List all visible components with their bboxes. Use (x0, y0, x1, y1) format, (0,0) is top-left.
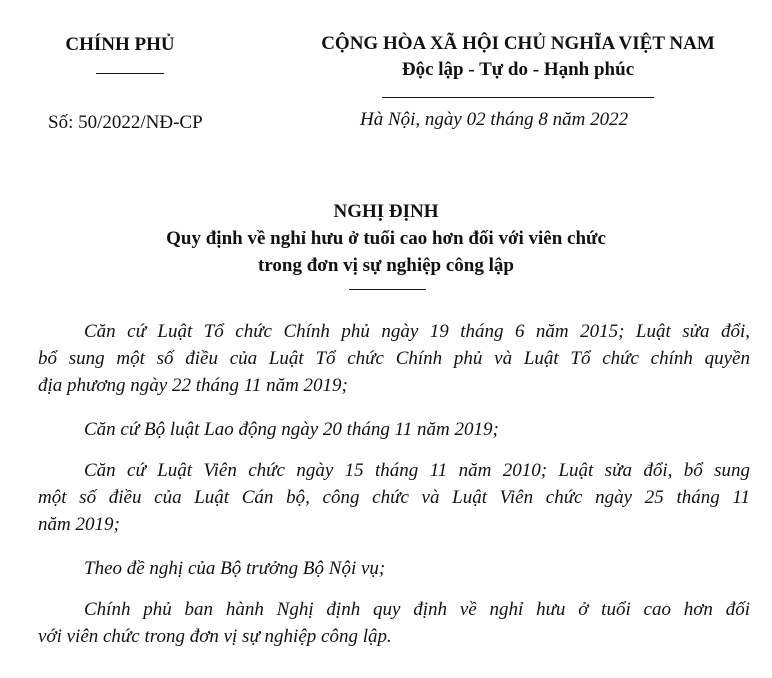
agency-underline (96, 73, 164, 74)
preamble-1-line-3: địa phương ngày 22 tháng 11 năm 2019; (38, 375, 348, 396)
preamble-3-line-2: một số điều của Luật Cán bộ, công chức và Luật Viên chức ngày 25 tháng 11 (38, 487, 750, 508)
preamble-paragraph-4 (38, 555, 750, 582)
preamble-2-line-1: Căn cứ Bộ luật Lao động ngày 20 tháng 11 năm 2019; (84, 419, 499, 440)
issuing-agency: CHÍNH PHỦ (65, 34, 175, 55)
preamble-paragraph-3 (38, 457, 750, 538)
document-subject-line-1: Quy định về nghỉ hưu ở tuổi cao hơn đối với viên chức (166, 228, 606, 249)
preamble-3-line-3: năm 2019; (38, 514, 120, 535)
preamble-paragraph-2 (38, 416, 750, 443)
preamble-3-line-1: Căn cứ Luật Viên chức ngày 15 tháng 11 năm 2010; Luật sửa đổi, bổ sung (84, 460, 750, 481)
preamble-paragraph-5 (38, 596, 750, 650)
motto-underline (382, 97, 654, 98)
national-title: CỘNG HÒA XÃ HỘI CHỦ NGHĨA VIỆT NAM (321, 33, 715, 54)
document-type-heading: NGHỊ ĐỊNH (333, 201, 439, 222)
document-subject-line-2: trong đơn vị sự nghiệp công lập (258, 255, 514, 276)
preamble-5-line-1: Chính phủ ban hành Nghị định quy định về nghỉ hưu ở tuổi cao hơn đối (84, 599, 750, 620)
preamble-1-line-1: Căn cứ Luật Tổ chức Chính phủ ngày 19 tháng 6 năm 2015; Luật sửa đổi, (84, 321, 750, 342)
title-underline (349, 289, 426, 290)
preamble-1-line-2: bổ sung một số điều của Luật Tổ chức Chính phủ và Luật Tổ chức chính quyền (38, 348, 750, 369)
document-number: Số: 50/2022/NĐ-CP (48, 112, 203, 133)
preamble-5-line-2: với viên chức trong đơn vị sự nghiệp công lập. (38, 626, 392, 647)
preamble-paragraph-1 (38, 318, 750, 399)
preamble-4-line-1: Theo đề nghị của Bộ trưởng Bộ Nội vụ; (84, 558, 386, 579)
national-motto: Độc lập - Tự do - Hạnh phúc (401, 59, 635, 80)
place-and-date: Hà Nội, ngày 02 tháng 8 năm 2022 (360, 109, 629, 130)
